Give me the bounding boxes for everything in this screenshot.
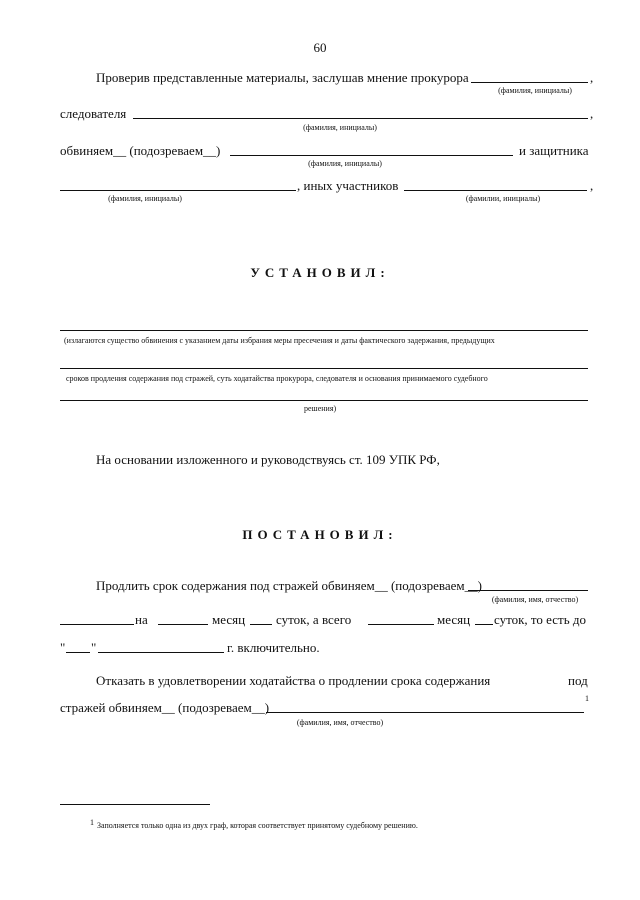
year-inclusive-text: г. включительно. bbox=[227, 640, 320, 655]
prosecutor-name-field[interactable] bbox=[471, 70, 588, 83]
extend-text: Продлить срок содержания под стражей обвиняем__ (подозреваем__) bbox=[96, 578, 482, 593]
footnote-reference: 1 bbox=[585, 694, 589, 703]
until-label: суток, то есть до bbox=[494, 612, 587, 627]
month-label-1: месяц bbox=[212, 612, 246, 627]
month-label-2: месяц bbox=[437, 612, 471, 627]
accused-name-field[interactable] bbox=[230, 143, 513, 156]
refuse-pod-text: под bbox=[568, 673, 588, 688]
refuse-name-field[interactable] bbox=[266, 700, 584, 713]
extend-name-field[interactable] bbox=[468, 578, 588, 591]
prosecutor-caption: (фамилия, инициалы) bbox=[498, 86, 572, 95]
intro-checked-text: Проверив представленные материалы, заслушав мнение прокурора bbox=[96, 70, 469, 85]
basis-text: На основании изложенного и руководствуясь ст. 109 УПК РФ, bbox=[96, 452, 440, 467]
other-participants-field[interactable] bbox=[404, 178, 587, 191]
comma: , bbox=[590, 106, 594, 121]
investigator-label: следователя bbox=[60, 106, 127, 121]
days-field[interactable] bbox=[250, 612, 272, 625]
accused-label: обвиняем__ (подозреваем__) bbox=[60, 143, 221, 158]
months-field[interactable] bbox=[158, 612, 208, 625]
footnote-text: Заполняется только одна из двух граф, которая соответствует принятому судебному решению. bbox=[97, 821, 418, 830]
total-months-field[interactable] bbox=[368, 612, 434, 625]
defender-label: и защитника bbox=[519, 143, 589, 158]
refuse-caption: (фамилия, имя, отчество) bbox=[296, 718, 384, 727]
quote-close: " bbox=[91, 640, 97, 655]
accused-caption: (фамилия, инициалы) bbox=[308, 159, 382, 168]
day-field[interactable] bbox=[66, 640, 90, 653]
others-caption: (фамилии, инициалы) bbox=[465, 194, 541, 203]
defender-caption: (фамилия, инициалы) bbox=[108, 194, 182, 203]
established-caption-3: решения) bbox=[304, 404, 337, 413]
established-caption-1: (излагаются существо обвинения с указанием даты избрания меры пресечения и даты фактического задержания, предыдущих bbox=[64, 336, 495, 345]
quote-open: " bbox=[60, 640, 66, 655]
established-caption-2: сроков продления содержания под стражей, суть ходатайства прокурора, следователя и основания принимаемого судебного bbox=[66, 374, 488, 383]
investigator-caption: (фамилия, инициалы) bbox=[303, 123, 377, 132]
established-line-3[interactable] bbox=[60, 400, 588, 401]
month-year-field[interactable] bbox=[98, 640, 224, 653]
extend-name-field-2[interactable] bbox=[60, 612, 134, 625]
comma: , bbox=[590, 70, 594, 85]
established-line-1[interactable] bbox=[60, 330, 588, 331]
defender-name-field[interactable] bbox=[60, 178, 296, 191]
na-label: на bbox=[135, 612, 148, 627]
total-days-field[interactable] bbox=[475, 612, 493, 625]
other-participants-label: , иных участников bbox=[297, 178, 399, 193]
comma: , bbox=[590, 178, 594, 193]
refuse-text: Отказать в удовлетворении ходатайства о продлении срока содержания bbox=[96, 673, 491, 688]
footnote-mark: 1 bbox=[90, 818, 94, 827]
extend-caption: (фамилия, имя, отчество) bbox=[491, 595, 579, 604]
established-heading: УСТАНОВИЛ: bbox=[250, 265, 390, 280]
established-line-2[interactable] bbox=[60, 368, 588, 369]
investigator-name-field[interactable] bbox=[133, 106, 588, 119]
decided-heading: ПОСТАНОВИЛ: bbox=[242, 527, 398, 542]
page-number: 60 bbox=[313, 40, 327, 55]
days-total-label: суток, а всего bbox=[276, 612, 352, 627]
refuse-line-2-text: стражей обвиняем__ (подозреваем__) bbox=[60, 700, 270, 715]
footnote-divider bbox=[60, 804, 210, 805]
